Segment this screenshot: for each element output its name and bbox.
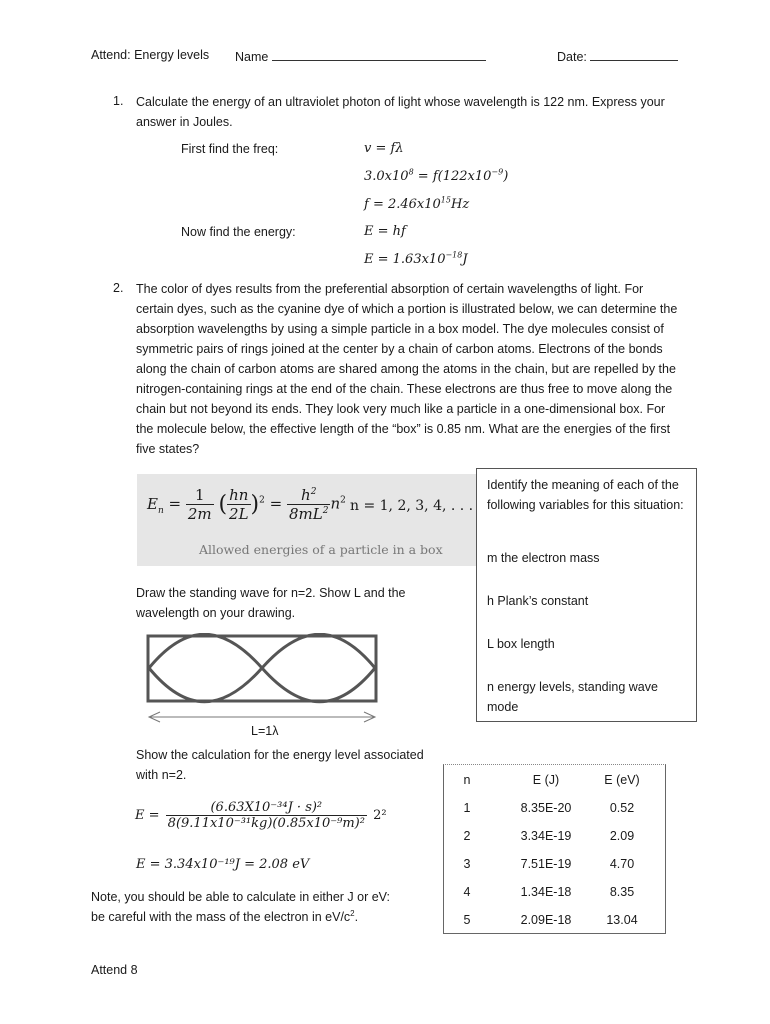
freq-result-exp: 15 bbox=[440, 195, 451, 205]
calc-numerator: (6.63X10⁻³⁴J · s)² bbox=[166, 800, 367, 816]
table-row-1-eev: 0.52 bbox=[609, 801, 635, 815]
variables-box bbox=[476, 468, 697, 722]
name-label-text: Name bbox=[235, 50, 269, 64]
note-line-2-text: be careful with the mass of the electron in eV/c bbox=[91, 910, 351, 924]
calc-fraction bbox=[166, 800, 367, 831]
table-row-2-ej: 3.34E-19 bbox=[520, 829, 572, 843]
table-row-4-eev: 8.35 bbox=[609, 885, 635, 899]
table-row-5-n: 5 bbox=[463, 913, 471, 927]
question-1-number: 1. bbox=[113, 94, 124, 108]
calc-factor: 2² bbox=[373, 808, 387, 823]
question-2-text: The color of dyes results from the preferential absorption of certain wavelengths of light. For certain dyes, such as the cyanine dye of which a portion is illustrated below, we can determine the absorption wavelengths by using a simple particle in a box model. The dye molecules consist of symmetric pairs of rings joined at the center by a chain of carbon atoms. Electrons of the bonds along the chain of carbon atoms are shared among the atoms in the chain, but are repelled by the nitrogen-containing rings at the end of the chain. These electrons are thus free to move along the chain but not beyond its ends. They look very much like a particle in a one-dimensional box. For the molecule below, the effective length of the “box” is 0.85 nm. What are the energies of the first five states? bbox=[136, 282, 678, 456]
freq-sub-rest: = f(122x10 bbox=[413, 169, 492, 184]
table-row-3-eev: 4.70 bbox=[609, 857, 635, 871]
variables-intro: Identify the meaning of each of the following variables for this situation: bbox=[487, 478, 684, 512]
worksheet-title: Attend: Energy levels bbox=[91, 48, 210, 62]
name-label bbox=[235, 48, 486, 64]
energy-calculation: E = $\frac{\text{(6.63X10⁻³⁴J · s)²}}{\text{8(9.11x10⁻³¹kg)(0.85x10⁻⁹m)²}}$ 2² bbox=[135, 800, 387, 831]
calc-result: E = 3.34x10⁻¹⁹J = 2.08 eV bbox=[136, 857, 310, 872]
draw-instruction: Draw the standing wave for n=2. Show L and the wavelength on your drawing. bbox=[136, 586, 406, 620]
freq-sub-exp: 8 bbox=[408, 167, 414, 177]
table-row-2-eev: 2.09 bbox=[609, 829, 635, 843]
question-2-number: 2. bbox=[113, 281, 124, 295]
name-blank[interactable] bbox=[272, 48, 486, 61]
energy-formula: $E_n$ = $\frac{1}{2m}$ ( $\frac{hn}{2L}$ )$^2$ = $\frac{h^2}{8mL^2}$ $n^2$ bbox=[147, 486, 346, 523]
table-row-1-ej: 8.35E-20 bbox=[520, 801, 572, 815]
table-row-2-n: 2 bbox=[463, 829, 471, 843]
variable-n: n energy levels, standing wave mode bbox=[487, 680, 658, 714]
wave-lower bbox=[149, 634, 375, 702]
step-find-frequency-label: First find the freq: bbox=[181, 142, 279, 156]
note-line-2-sup: 2 bbox=[350, 908, 355, 918]
frequency-equation: v = fλ bbox=[364, 141, 404, 156]
freq-result-unit: Hz bbox=[450, 197, 470, 212]
standing-wave-drawing bbox=[146, 633, 378, 729]
table-header-ej: E (J) bbox=[532, 773, 560, 787]
energy-table bbox=[443, 764, 666, 934]
formula-frac-2: $\frac{hn}{2L}$ bbox=[229, 486, 249, 523]
table-header-n: n bbox=[463, 773, 471, 787]
table-row-3-ej: 7.51E-19 bbox=[520, 857, 572, 871]
table-row-5-eev: 13.04 bbox=[606, 913, 638, 927]
date-label-text: Date: bbox=[557, 50, 587, 64]
energy-result bbox=[364, 252, 468, 267]
table-row-5-ej: 2.09E-18 bbox=[520, 913, 572, 927]
table-row-3-n: 3 bbox=[463, 857, 471, 871]
calc-instruction: Show the calculation for the energy level associated with n=2. bbox=[136, 748, 424, 782]
frequency-substitution bbox=[364, 169, 508, 184]
note-line-1: Note, you should be able to calculate in either J or eV: bbox=[91, 890, 391, 904]
step-find-energy-label: Now find the energy: bbox=[181, 225, 296, 239]
freq-sub-base: 3.0x10 bbox=[364, 169, 409, 184]
calc-denominator: 8(9.11x10⁻³¹kg)(0.85x10⁻⁹m)² bbox=[167, 816, 365, 831]
page-footer: Attend 8 bbox=[91, 963, 138, 977]
particle-in-box-formula bbox=[137, 474, 477, 566]
variable-h: h Plank’s constant bbox=[487, 594, 589, 608]
table-header-eev: E (eV) bbox=[604, 773, 640, 787]
freq-sub-exp2: −9 bbox=[491, 167, 504, 177]
table-row-1-n: 1 bbox=[463, 801, 471, 815]
table-row-4-n: 4 bbox=[463, 885, 471, 899]
date-label bbox=[557, 48, 678, 64]
energy-result-unit: J bbox=[462, 252, 468, 267]
energy-result-exp: −18 bbox=[445, 250, 463, 260]
length-label: L=1λ bbox=[251, 724, 279, 738]
quantum-number-values: n = 1, 2, 3, 4, . . . bbox=[350, 498, 474, 514]
variable-m: m the electron mass bbox=[487, 551, 600, 565]
variable-L: L box length bbox=[487, 637, 555, 651]
freq-result-base: f = 2.46x10 bbox=[364, 197, 441, 212]
note-line-2 bbox=[91, 910, 358, 924]
frequency-result bbox=[364, 197, 469, 212]
date-blank[interactable] bbox=[590, 48, 678, 61]
table-row-4-ej: 1.34E-18 bbox=[520, 885, 572, 899]
note-line-2-end: . bbox=[354, 910, 359, 924]
formula-frac-1: $\frac{1}{2m}$ bbox=[187, 486, 212, 523]
question-1-text: Calculate the energy of an ultraviolet photon of light whose wavelength is 122 nm. Express your answer in Joules. bbox=[136, 95, 665, 129]
freq-sub-end: ) bbox=[503, 169, 509, 184]
energy-equation: E = hf bbox=[364, 224, 406, 239]
formula-frac-3: $\frac{h^2}{8mL^2}$ bbox=[289, 486, 329, 523]
energy-result-base: E = 1.63x10 bbox=[364, 252, 446, 267]
formula-caption: Allowed energies of a particle in a box bbox=[199, 542, 443, 557]
